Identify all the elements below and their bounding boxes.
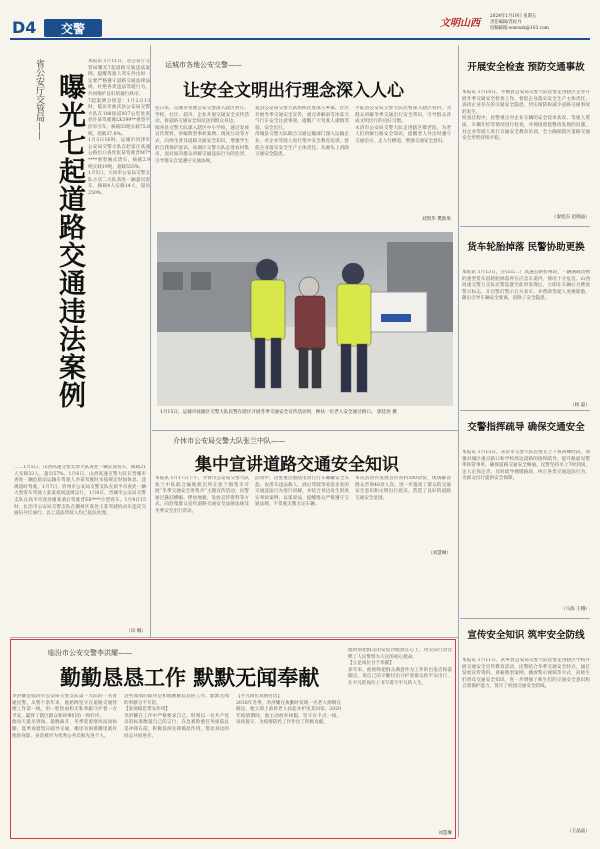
right-3-body: 本报讯 1月15日，永济市交警大队民警在上下班高峰时段，加强对城区重点路口和学校周边道路的指挥疏导，提升路面见警率和管事率，确保道路交通安全畅通。民警坚持早上7时到岗，定人定岗定责，及时疏导拥堵路段，纠正各类交通违法行为，为群众出行提供安全保障。 bbox=[462, 450, 590, 482]
feature-col4: 他时刻把群众的安危冷暖放在心上，用实际行动诠释了人民警察为人民的初心使命。 【立足岗位甘于奉献】 多年来，他始终把群众满意作为工作的出发点和落脚点，用自己的辛勤付出守护着群众的平安出行，在平凡的岗位上书写着不平凡的人生。 bbox=[348, 648, 452, 686]
right-1-author: （秦旭东 赵晓晶） bbox=[551, 215, 590, 220]
rule-right-2 bbox=[460, 410, 590, 411]
mid-top-col2: 夏县公安局交警大队组织民警深入乡镇、社区开展冬季交通安全宣传，重点讲解雨雪冰冻天气行车安全注意事项，提醒广大驾驶人谨慎驾驶、安全出行。 芮城县交警大队联合交通运输部门深入运输企业，对企业驾驶人进行集中安全教育培训，督促企业落实安全生产主体责任，从源头上消除交通安全隐患。 bbox=[255, 106, 349, 158]
editor: 责任编辑/苏紀丹 bbox=[490, 20, 522, 25]
rule-right-1 bbox=[460, 226, 590, 227]
page-header bbox=[0, 0, 600, 40]
right-3-author: （马海 王峨） bbox=[560, 607, 590, 612]
mid-top-col3: 平陆县公安局交警大队民警深入辖区农村，为群众讲解冬季交通出行安全常识，引导群众养成文明出行的良好习惯。 永济市公安局交警大队走进辖区敬老院，为老人们讲解行路安全知识，提醒老人外出时遵守交通信号、走人行横道，增强交通安全意识。 bbox=[355, 106, 451, 144]
feature-story bbox=[12, 640, 454, 838]
left-kicker: 省公安厅交管局—— bbox=[34, 59, 44, 140]
issue-date: 2024年1月19日 星期五 bbox=[490, 14, 537, 19]
feature-kicker: 临汾市公安交警李洪耀—— bbox=[48, 649, 132, 657]
mid-mid-col2: 活动中，民警重点围绕电动自行车佩戴安全头盔、农用车违法载人、酒后驾驶等易发多发的交通违法行为进行讲解，并结合身边发生的真实事故案例，以案说法，提醒群众严格遵守交通法规，不驾驶无牌无证车辆。 bbox=[255, 476, 349, 508]
feature-col2: 这些成绩的取得是和他勤勤恳恳的工作、默默无闻的奉献分不开的。 【发扬模范带头作用】 李洪耀在工作中严格要求自己，时刻以一名共产党员的标准衡量自己的言行，在急难险重任务面前总是冲锋在前，积极发挥先锋模范作用，带动身边的同志共同进步。 bbox=[124, 694, 229, 739]
rule-mid-1 bbox=[152, 430, 458, 431]
header-rule bbox=[10, 38, 590, 40]
feature-col1: 李洪耀是临汾市公安局交警支队第一大队的一名普通民警。从警十余年来，他始终坚守在道路交通管理工作第一线，用一腔热血和无私奉献守护着一方平安，赢得了辖区群众和同事们的一致好评。 他每天最早到岗、最晚离开，冬季迎着寒风站岗执勤，夏季顶着烈日疏导交通，哪里有困难哪里就有他的身影，多次被评为优秀公务员和先进个人。 bbox=[12, 694, 117, 739]
right-4-body: 本报讯 1月11日，武乡县公安局交警大队民警走进辖区学校开展交通安全宣传教育活动，民警结合冬季交通安全特点，通过发放宣传资料、讲解典型案例、播放警示视频等方式，向师生们普及交通安全知识，进一步增强了师生们的交通安全意识和自我保护能力，筑牢了校园交通安全防线。 bbox=[462, 658, 590, 690]
masthead-info bbox=[490, 14, 549, 32]
right-story-3 bbox=[462, 412, 590, 612]
mid-top-author: 刘凯华 樊新果 bbox=[421, 217, 451, 222]
right-2-author: （杨 磊） bbox=[570, 403, 590, 408]
right-2-title: 货车轮胎掉落 民警协助更换 bbox=[467, 242, 585, 253]
right-4-title: 宣传安全知识 筑牢安全防线 bbox=[467, 630, 585, 641]
section-badge bbox=[44, 19, 102, 37]
mid-top-title: 让安全文明出行理念深入人心 bbox=[183, 81, 404, 101]
feature-col3: 【平凡岗位真情付出】 2018年冬季，李洪耀在执勤时发现一名老人摔倒在路边，他立即上前将老人扶起并护送其回家；2020年疫情期间，他主动放弃休假，坚守在卡点一线，昼夜值守，为疫情防控工作作出了积极贡献。 bbox=[236, 694, 341, 726]
right-2-body: 本报讯 1月13日，在G55二广高速公路忻州段，一辆满载货物的重型货车因轮胎掉落停在应急车道内，情况十分危急。山西高速交警五支队民警巡逻至此时发现后，立即在车辆后方摆放警示标志，开启警灯警示后方来车，并帮助驾驶人更换轮胎，随后引导车辆安全驶离，消除了安全隐患。 bbox=[462, 270, 590, 302]
rule-right bbox=[458, 45, 459, 837]
rule-mid-2 bbox=[10, 637, 458, 638]
mid-top-kicker: 运城市各地公安交警—— bbox=[165, 61, 242, 69]
right-story-1 bbox=[462, 48, 590, 223]
masthead-logo: 文明山西 bbox=[440, 18, 480, 29]
car-plate bbox=[381, 314, 411, 322]
right-story-4 bbox=[462, 620, 590, 840]
right-4-author: （王晶晶） bbox=[567, 829, 590, 834]
right-1-title: 开展安全检查 预防交通事故 bbox=[467, 62, 585, 73]
feature-author: 刘慧琳 bbox=[438, 831, 452, 836]
right-story-2 bbox=[462, 228, 590, 408]
rule-left bbox=[150, 45, 151, 637]
left-lead: 本报讯 1月11日，省公安厅交管局曝光7起道路交通违法案例，提醒驾驶人驾车外出时一定要严格遵守道路交通法律法规，杜绝各类违法驾驶行为，共同维护良好的通行秩序。 7起案例分别是：1月2日13时，临汾市曲沃县公安局交警大队在108国道937公里处查处许某驾驶豫LK399**重型半挂牵引车，核载55吨实载75.8吨，超载37.8%。 1月3日16时，运城市河津市公安局交警大队在赵家庄高速公路出口查处张某驾驶晋M7*****重型厢式货车，核载2.9吨实载19吨，超载555%。 1月5日，大同市公安局交警支队小店二大队查处一辆超员客车，核载4人实载14人，超员250%。 bbox=[88, 59, 150, 196]
section-label: 交警 bbox=[60, 22, 85, 36]
photo-illustration bbox=[157, 232, 453, 406]
news-photo bbox=[157, 232, 453, 406]
left-col2: ……1月5日，山西高速交警太原大队查处一辆长途客车，核载21人实载33人，超员57%。1月6日，山西高速交警大队在晋城市查处一辆危险品运输车驾驶人李某驾驶时未按规定时间休息，违规超时驾驶。1月7日，忻州市公安局交警支队在原平市查处一辆大型客车驾驶人张某夜间违规运行。1月8日，晋城市公安局交警支队在高平市查处谢某酒后驾驶晋E6****小型客车。1月9日15时，长治市公安局交警支队在潞州区查处王某驾驶机动车违反交通信号灯通行。以上违法驾驶人均已依法处理。 bbox=[14, 465, 146, 517]
mid-mid-author: （刘慧琳） bbox=[428, 551, 451, 556]
rule-right-3 bbox=[460, 618, 590, 619]
right-1-body: 本报讯 1月16日，平顺县公安局交警大队民警走进辖区企业开展冬季交通安全检查工作，督促企业落实安全生产主体责任，查找企业存在的交通安全隐患，切实预防和减少道路交通事故的发生。 检查过程中，民警重点对企业车辆的安全技术状况、驾驶人资质、车辆年检等情况进行检查，并现场督促整改发现的问题，对企业驾驶人进行交通安全教育培训，全力确保辖区道路交通安全形势持续平稳。 bbox=[462, 90, 590, 142]
feature-title: 勤勤恳恳工作 默默无闻奉献 bbox=[60, 666, 320, 690]
right-3-title: 交警指挥疏导 确保交通安全 bbox=[467, 422, 585, 433]
photo-caption: 1月15日，运城市盐湖区交警大队民警在辖区开展冬季交通安全宣传活动时，搀扶一位老人安全通过路口。 郭廷亮 摄 bbox=[160, 410, 397, 415]
left-title: 曝光七起道路交通违法案例 bbox=[54, 73, 85, 409]
mid-mid-col3: 本次活动共发放宣传资料500余份，现场解答群众咨询40余人次，进一步提高了群众的交通安全意识和文明出行意识，营造了良好的道路交通安全氛围。 bbox=[355, 476, 451, 501]
left-author: （田 娜） bbox=[126, 629, 146, 634]
mid-top-col1: 连日来，运城市各地公安交警深入辖区村庄、学校、社区、超市、企业开展交通安全宣传活动，将道路交通安全知识送到群众身边。 闻喜县交警大队深入辖区中小学校，通过发放宣传资料、讲解典型事故案例、现场互动等方式，向师生普及道路交通安全知识，增强学生的自我保护意识。盐湖区交警大队走进农村集市，面对面向群众讲解交通违法行为的危害，引导群众自觉遵守交通法规。 bbox=[155, 106, 249, 164]
contact-email: 投稿邮箱:wmsxzk@163.com bbox=[490, 26, 549, 31]
page-number: D4 bbox=[12, 18, 37, 37]
mid-mid-title: 集中宣讲道路交通安全知识 bbox=[195, 455, 399, 475]
mid-mid-story bbox=[155, 432, 453, 562]
mid-mid-col1: 本报讯 1月17日下午，介休市公安局交警大队张兰中队联合属地派出所在张兰镇集市开展“冬季交通安全进集市”主题宣传活动，民警通过悬挂横幅、摆放展板、发放宣传资料等方式，向赶集群众宣传道路交通安全法律法规及冬季安全出行常识。 bbox=[155, 476, 249, 514]
mid-mid-kicker: 介休市公安局交警大队张兰中队—— bbox=[173, 437, 285, 445]
